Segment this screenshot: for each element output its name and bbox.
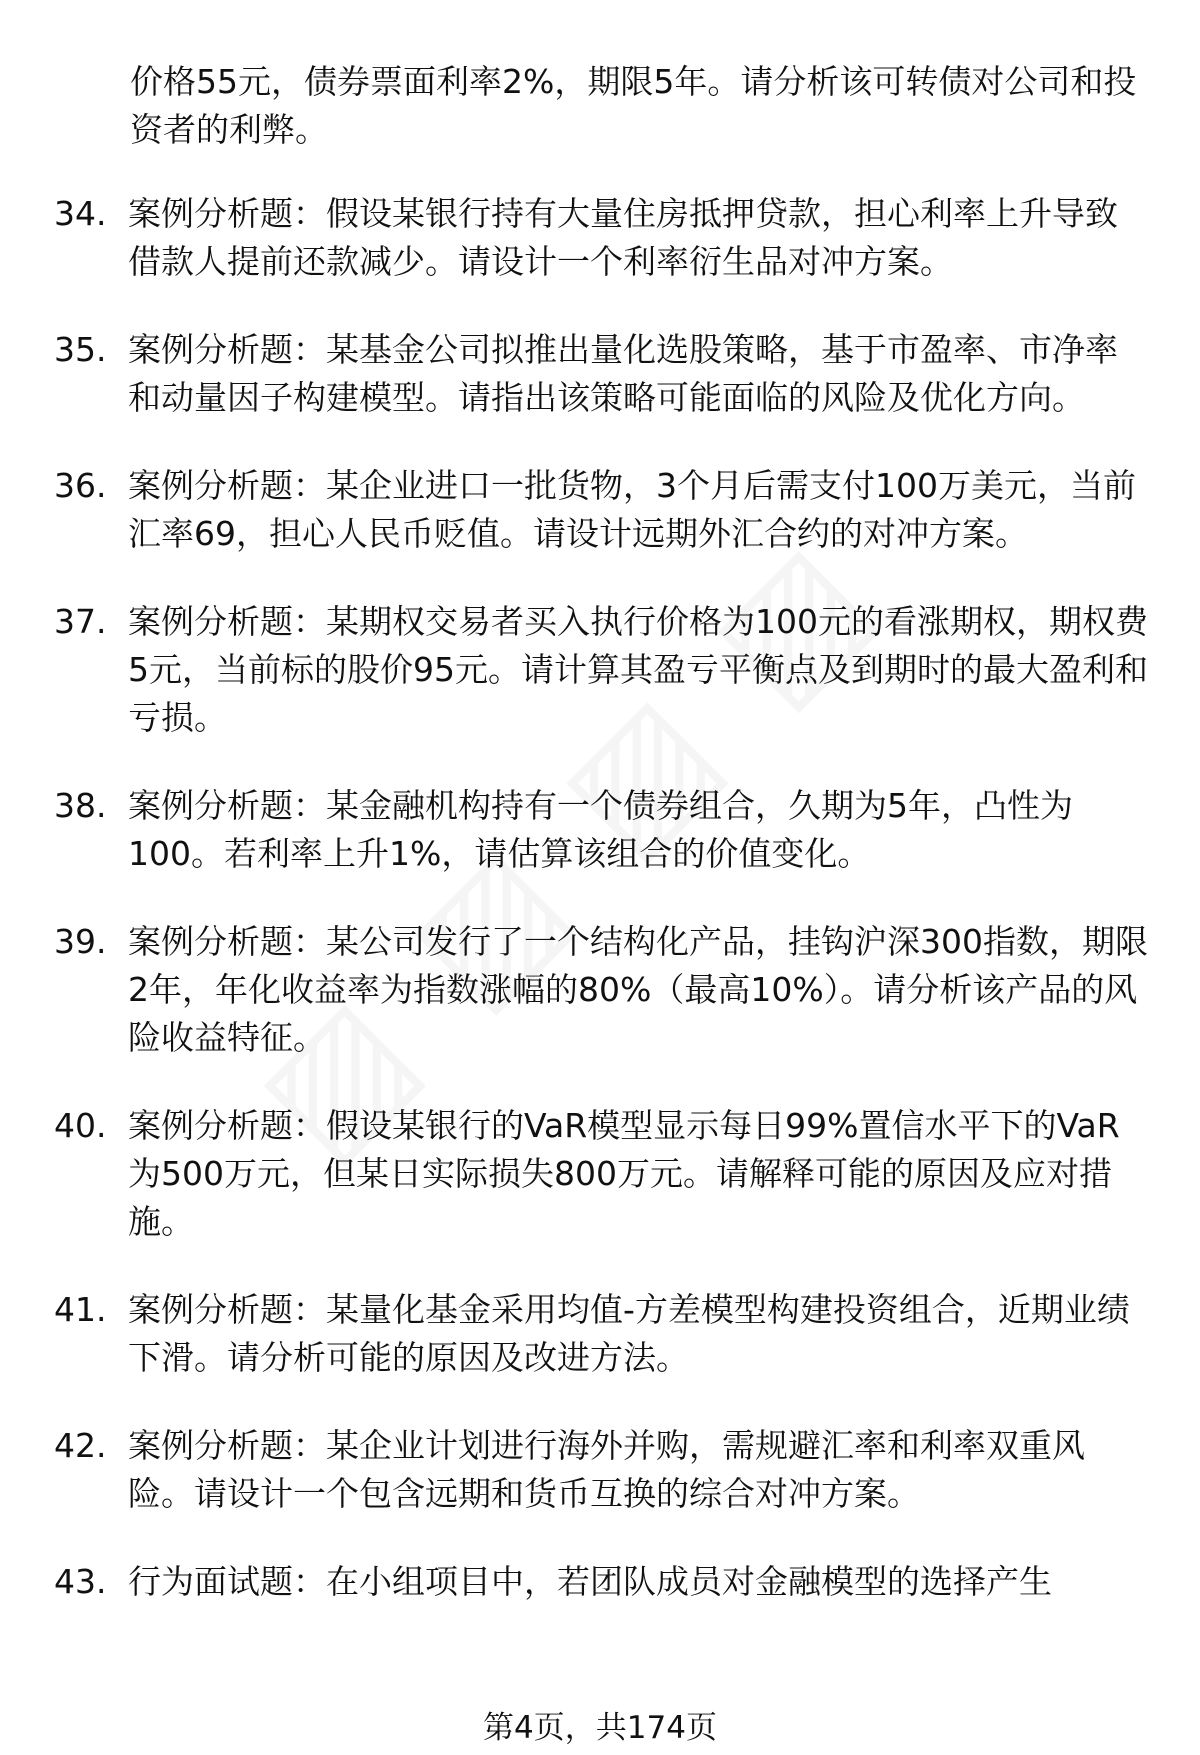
page-footer: 第4页，共174页: [483, 1710, 717, 1746]
question-text: 案例分析题：某公司发行了一个结构化产品，挂钩沪深300指数，期限2年，年化收益率为指数涨幅的80%（最高10%）。请分析该产品的风险收益特征。: [128, 922, 1148, 1057]
question-38: [0, 782, 1200, 878]
question-number: 37.: [54, 602, 107, 641]
question-41: [0, 1286, 1200, 1382]
question-text: 案例分析题：某期权交易者买入执行价格为100元的看涨期权，期权费5元，当前标的股价95元。请计算其盈亏平衡点及到期时的最大盈利和亏损。: [128, 602, 1148, 737]
question-list: [0, 190, 1200, 1646]
question-text: 案例分析题：假设某银行持有大量住房抵押贷款，担心利率上升导致借款人提前还款减少。请设计一个利率衍生品对冲方案。: [128, 194, 1118, 281]
question-35: [0, 326, 1200, 422]
question-number: 35.: [54, 330, 107, 369]
question-number: 39.: [54, 922, 107, 961]
question-text: 行为面试题：在小组项目中，若团队成员对金融模型的选择产生: [128, 1562, 1052, 1601]
question-40: [0, 1102, 1200, 1246]
question-text: 案例分析题：某金融机构持有一个债券组合，久期为5年，凸性为100。若利率上升1%，请估算该组合的价值变化。: [128, 786, 1073, 873]
question-number: 42.: [54, 1426, 107, 1465]
question-text: 案例分析题：某企业计划进行海外并购，需规避汇率和利率双重风险。请设计一个包含远期和货币互换的综合对冲方案。: [128, 1426, 1085, 1513]
question-number: 40.: [54, 1106, 107, 1145]
question-text: 案例分析题：某量化基金采用均值-方差模型构建投资组合，近期业绩下滑。请分析可能的原因及改进方法。: [128, 1290, 1130, 1377]
question-number: 36.: [54, 466, 107, 505]
question-text: 案例分析题：某企业进口一批货物，3个月后需支付100万美元，当前汇率69，担心人民币贬值。请设计远期外汇合约的对冲方案。: [128, 466, 1136, 553]
question-continuation: 价格55元，债券票面利率2%，期限5年。请分析该可转债对公司和投资者的利弊。: [130, 62, 1137, 149]
question-42: [0, 1422, 1200, 1518]
question-number: 41.: [54, 1290, 107, 1329]
question-text: 案例分析题：假设某银行的VaR模型显示每日99%置信水平下的VaR为500万元，但某日实际损失800万元。请解释可能的原因及应对措施。: [128, 1106, 1120, 1241]
question-39: [0, 918, 1200, 1062]
question-43: [0, 1558, 1200, 1606]
question-number: 43.: [54, 1562, 107, 1601]
question-34: [0, 190, 1200, 286]
question-number: 38.: [54, 786, 107, 825]
question-text: 案例分析题：某基金公司拟推出量化选股策略，基于市盈率、市净率和动量因子构建模型。请指出该策略可能面临的风险及优化方向。: [128, 330, 1118, 417]
question-37: [0, 598, 1200, 742]
question-number: 34.: [54, 194, 107, 233]
question-36: [0, 462, 1200, 558]
